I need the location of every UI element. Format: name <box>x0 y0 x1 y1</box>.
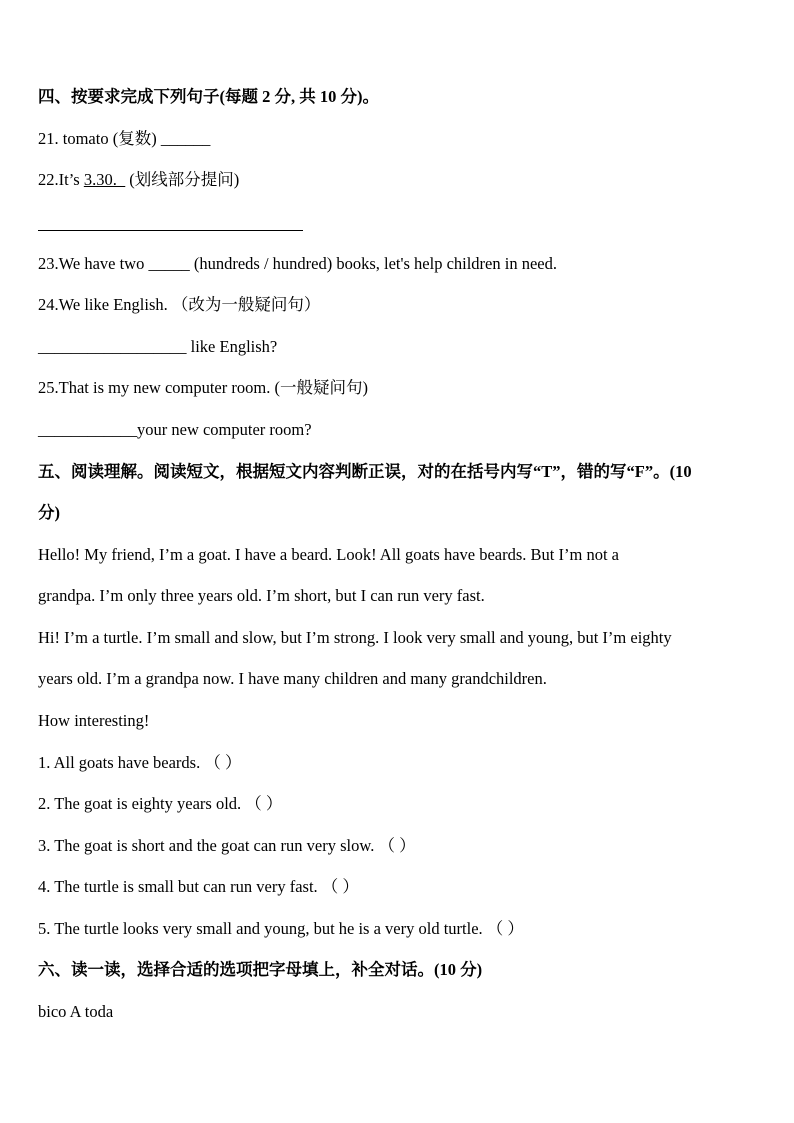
passage-line: Hi! I’m a turtle. I’m small and slow, but I’m strong. I look very small and young, but I’m eighty <box>38 628 672 647</box>
question-22 <box>38 169 239 191</box>
question-25: 25.That is my new computer room. (一般疑问句) <box>38 378 368 397</box>
passage-line: Hello! My friend, I’m a goat. I have a beard. Look! All goats have beards. But I’m not a <box>38 545 619 564</box>
question-21: 21. tomato (复数) ______ <box>38 129 211 148</box>
question-24: 24.We like English. （改为一般疑问句） <box>38 295 321 314</box>
passage-line: grandpa. I’m only three years old. I’m short, but I can run very fast. <box>38 586 485 605</box>
passage-line: years old. I’m a grandpa now. I have many children and many grandchildren. <box>38 669 547 688</box>
true-false-question: 5. The turtle looks very small and young, but he is a very old turtle. （ ） <box>38 919 524 938</box>
question-22-suffix: (划线部分提问) <box>125 170 240 189</box>
true-false-question: 4. The turtle is small but can run very fast. （ ） <box>38 877 359 896</box>
true-false-question: 2. The goat is eighty years old. （ ） <box>38 794 283 813</box>
section-6-heading: 六、读一读，选择合适的选项把字母填上，补全对话。(10 分) <box>38 960 483 979</box>
question-22-prefix: 22.It’s <box>38 170 84 189</box>
section-4-heading: 四、按要求完成下列句子(每题 2 分, 共 10 分)。 <box>38 87 379 106</box>
section-6-first-line: bico A toda <box>38 1002 114 1021</box>
section-5-heading: 五、阅读理解。阅读短文，根据短文内容判断正误，对的在括号内写“T”，错的写“F”。(10 <box>38 462 692 481</box>
true-false-question: 1. All goats have beards. （ ） <box>38 753 242 772</box>
question-24-answer: __________________ like English? <box>38 337 278 356</box>
true-false-question: 3. The goat is short and the goat can run very slow. （ ） <box>38 836 416 855</box>
question-23: 23.We have two _____ (hundreds / hundred) books, let's help children in need. <box>38 254 557 273</box>
section-5-heading-continued: 分) <box>38 503 60 522</box>
passage-line: How interesting! <box>38 711 150 730</box>
answer-line-22 <box>38 230 303 231</box>
question-22-underlined: 3.30._ <box>83 170 126 189</box>
question-25-answer: ____________your new computer room? <box>38 420 312 439</box>
